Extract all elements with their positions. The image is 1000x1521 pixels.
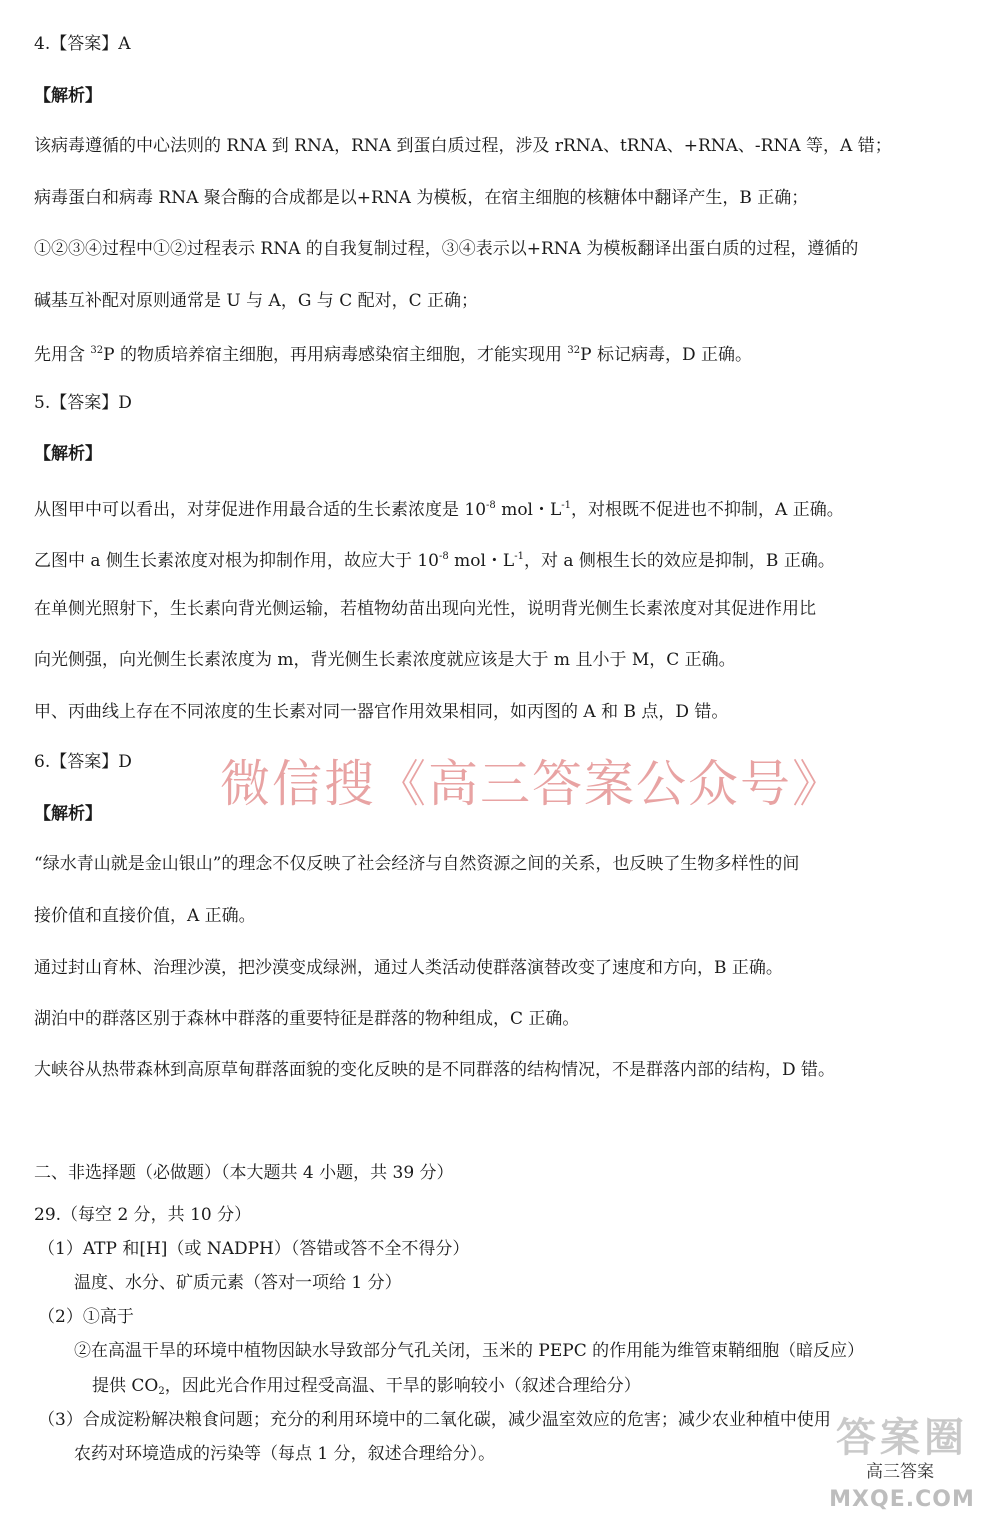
q4-line-4: 碱基互补配对原则通常是 U 与 A，G 与 C 配对，C 正确； [34,291,479,311]
corner-watermark [818,1398,986,1516]
q5-line-5: 甲、丙曲线上存在不同浓度的生长素对同一器官作用效果相同，如丙图的 A 和 B 点，D 错。 [34,702,729,722]
section-2-heading: 二、非选择题（必做题）（本大题共 4 小题，共 39 分） [34,1163,454,1183]
q5-line-1-part-a: 从图甲中可以看出，对芽促进作用最合适的生长素浓度是 10 [34,500,487,520]
q4-line-5 [34,339,752,367]
q6-line-3: 通过封山育林、治理沙漠，把沙漠变成绿洲，通过人类活动使群落演替改变了速度和方向，B 正确。 [34,958,783,978]
q4-line-5-part-b: P 的物质培养宿主细胞，再用病毒感染宿主细胞，才能实现用 [103,345,568,365]
q4-superscript-2: 32 [567,345,581,356]
q5-l2-exponent-1: -8 [438,551,449,562]
q29-part-2a: （2）①高于 [38,1307,134,1327]
q5-l2-exponent-2: -1 [514,551,524,562]
q4-line-3: ①②③④过程中①②过程表示 RNA 的自我复制过程，③④表示以+RNA 为模板翻译出蛋白质的过程，遵循的 [34,239,859,259]
q5-line-1-part-c: ，对根既不促进也不抑制，A 正确。 [571,500,844,520]
q6-analysis-heading: 【解析】 [34,804,102,824]
q29-part-2c-b: ，因此光合作用过程受高温、干旱的影响较小（叙述合理给分） [164,1376,641,1396]
site-watermark: MXQE.COM [829,1487,975,1512]
co2-subscript: 2 [158,1386,165,1397]
q6-line-4: 湖泊中的群落区别于森林中群落的重要特征是群落的物种组成，C 正确。 [34,1009,580,1029]
q5-answer: 5.【答案】D [34,393,132,413]
q29-part-1a: （1）ATP 和[H]（或 NADPH）（答错或答不全不得分） [38,1239,470,1259]
q5-line-3: 在单侧光照射下，生长素向背光侧运输，若植物幼苗出现向光性，说明背光侧生长素浓度对其促进作用比 [34,599,816,619]
q4-line-1: 该病毒遵循的中心法则的 RNA 到 RNA，RNA 到蛋白质过程，涉及 rRNA、tRNA、+RNA、-RNA 等，A 错； [34,136,892,156]
q29-part-2c [92,1374,641,1404]
q4-superscript-1: 32 [90,345,104,356]
corner-label: 高三答案 [866,1462,934,1482]
q6-line-2: 接价值和直接价值，A 正确。 [34,906,256,926]
stamp-logo: 答案圈 [836,1415,968,1461]
q4-line-5-part-c: P 标记病毒，D 正确。 [580,345,753,365]
q5-line-2 [34,545,835,573]
q5-line-2-part-c: ，对 a 侧根生长的效应是抑制，B 正确。 [523,551,835,571]
q29-part-3b: 农药对环境造成的污染等（每点 1 分，叙述合理给分）。 [74,1444,496,1464]
q5-l1-exponent-1: -8 [486,500,496,511]
q4-line-2: 病毒蛋白和病毒 RNA 聚合酶的合成都是以+RNA 为模板，在宿主细胞的核糖体中翻译产生，B 正确； [34,188,809,208]
q6-line-1: “绿水青山就是金山银山”的理念不仅反映了社会经济与自然资源之间的关系，也反映了生物多样性的间 [34,854,800,874]
q5-line-1 [34,494,844,522]
q29-heading: 29.（每空 2 分，共 10 分） [34,1205,252,1225]
q5-line-2-part-a: 乙图中 a 侧生长素浓度对根为抑制作用，故应大于 10 [34,551,439,571]
q4-line-5-part-a: 先用含 [34,345,91,365]
q4-answer: 4.【答案】A [34,34,131,54]
q6-answer: 6.【答案】D [34,752,132,772]
q29-part-3a: （3）合成淀粉解决粮食问题；充分的利用环境中的二氧化碳，减少温室效应的危害；减少农业种植中使用 [38,1410,831,1430]
q6-line-5: 大峡谷从热带森林到高原草甸群落面貌的变化反映的是不同群落的结构情况，不是群落内部的结构，D 错。 [34,1060,836,1080]
q29-part-1b: 温度、水分、矿质元素（答对一项给 1 分） [74,1273,402,1293]
q5-line-1-part-b: mol・L [495,500,562,520]
watermark-text: 微信搜《高三答案公众号》 [220,755,844,813]
q29-part-2c-a: 提供 CO [92,1376,159,1396]
q5-analysis-heading: 【解析】 [34,444,102,464]
q5-l1-exponent-2: -1 [561,500,572,511]
q5-line-2-part-b: mol・L [448,551,515,571]
q4-analysis-heading: 【解析】 [34,86,102,106]
q5-line-4: 向光侧强，向光侧生长素浓度为 m，背光侧生长素浓度就应该是大于 m 且小于 M，C 正确。 [34,650,736,670]
q29-part-2b: ②在高温干旱的环境中植物因缺水导致部分气孔关闭，玉米的 PEPC 的作用能为维管束鞘细胞（暗反应） [74,1341,865,1361]
